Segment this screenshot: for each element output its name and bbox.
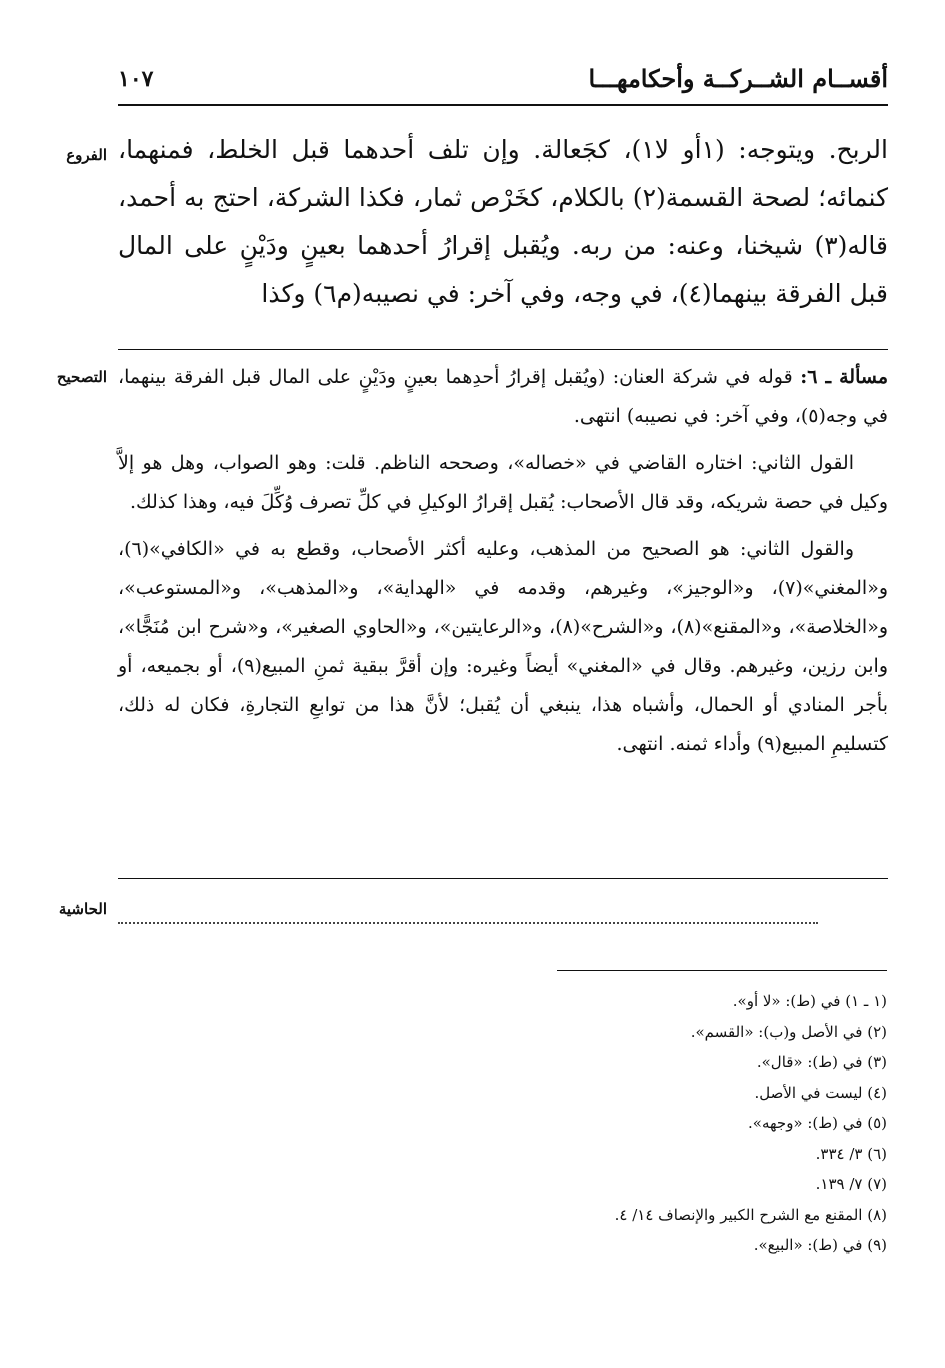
footnote-item: (٩) في (ط): «البيع». bbox=[753, 1236, 887, 1254]
tashih-quote: قوله في شركة العنان: (ويُقبل إقرارُ أحدِهما بعينٍ ودَيْنٍ على المال قبل الفرقة بينهما، في وجه(٥)، وفي آخر: في نصيبه) انتهى. bbox=[118, 366, 888, 427]
footnote-item: (٧) ٧/ ١٣٩. bbox=[815, 1175, 887, 1193]
issue-label: مسألة ـ ٦: bbox=[800, 366, 888, 388]
footnote-item: (٣) في (ط): «قال». bbox=[756, 1053, 887, 1071]
footnote-item: (٤) ليست في الأصل. bbox=[754, 1083, 887, 1102]
footnote-item: (٦) ٣/ ٣٣٤. bbox=[815, 1144, 887, 1163]
footnote-item: (٥) في (ط): «وجهه». bbox=[748, 1114, 887, 1132]
side-label-furu: الفروع bbox=[66, 146, 107, 164]
section-divider-lower bbox=[118, 878, 888, 879]
tashih-paragraph-2: القول الثاني: اختاره القاضي في «خصاله»، وصححه الناظم. قلت: وهو الصواب، وهل هو إلاَّ وكيل في حصة شريكه، وقد قال الأصحاب: يُقبل إقرارُ الوكيلِ في كلِّ تصرف وُكِّلَ فيه، وهذا كذلك. bbox=[118, 452, 888, 513]
tashih-paragraph-3: والقول الثاني: هو الصحيح من المذهب، وعليه أكثر الأصحاب، وقطع به في «الكافي»(٦)، و«المغني»(٧)، و«الوجيز»، وغيرهم، وقدمه في «الهداية»، و«المذهب»، و«المستوعب»، و«الخلاصة»، و«المقنع»(٨)، و«الشرح»(٨)، و«الرعايتين»، و«الحاوي الصغير»، و«شرح ابن مُنَجًّا»، وابن رزين، وغيرهم. وقال في «المغني» أيضاً وغيره: وإن أقرَّ ببقية ثمنِ المبيع(٩)، أو بجميعه، أو بأجر المنادي أو الحمال، وأشباه هذا، ينبغي أن يُقبل؛ لأنَّ هذا من توابعِ التجارةِ، فكان له ذلك، كتسليمِ المبيع(٩) وأداء ثمنه. انتهى. bbox=[118, 538, 889, 755]
tashih-block bbox=[118, 358, 888, 772]
header-rule bbox=[118, 104, 888, 106]
page-number: ١٠٧ bbox=[118, 66, 154, 92]
side-label-hashiya: الحاشية bbox=[58, 900, 107, 918]
page-header bbox=[118, 60, 888, 104]
footnote-item: (٨) المقنع مع الشرح الكبير والإنصاف ١٤/ ٤. bbox=[614, 1205, 887, 1224]
hashiya-dotted-line bbox=[118, 922, 818, 924]
footnote-item: (١ ـ ١) في (ط): «لا أو». bbox=[732, 992, 887, 1010]
section-divider bbox=[118, 349, 888, 350]
running-title: أقســام الشــركــة وأحكامهـــا bbox=[588, 64, 888, 93]
footnotes-list bbox=[300, 986, 887, 1261]
tashih-paragraph-1 bbox=[118, 358, 888, 436]
footnote-item: (٢) في الأصل و(ب): «القسم». bbox=[690, 1022, 887, 1041]
footnote-rule bbox=[557, 970, 887, 971]
side-label-tashih: التصحيح bbox=[56, 368, 107, 386]
main-text-block: الربح. ويتوجه: (١أو لا١)، كجَعالة. وإن تلف أحدهما قبل الخلط، فمنهما، كنمائه؛ لصحة القسمة(٢) بالكلام، كخَرْص ثمار، فكذا الشركة، احتج به أحمد، قاله(٣) شيخنا، وعنه: من ربه. ويُقبل إقرارُ أحدهما بعينٍ ودَيْنٍ على المال قبل الفرقة بينهما(٤)، في وجه، وفي آخر: في نصيبه(م٦) وكذا bbox=[118, 135, 888, 308]
